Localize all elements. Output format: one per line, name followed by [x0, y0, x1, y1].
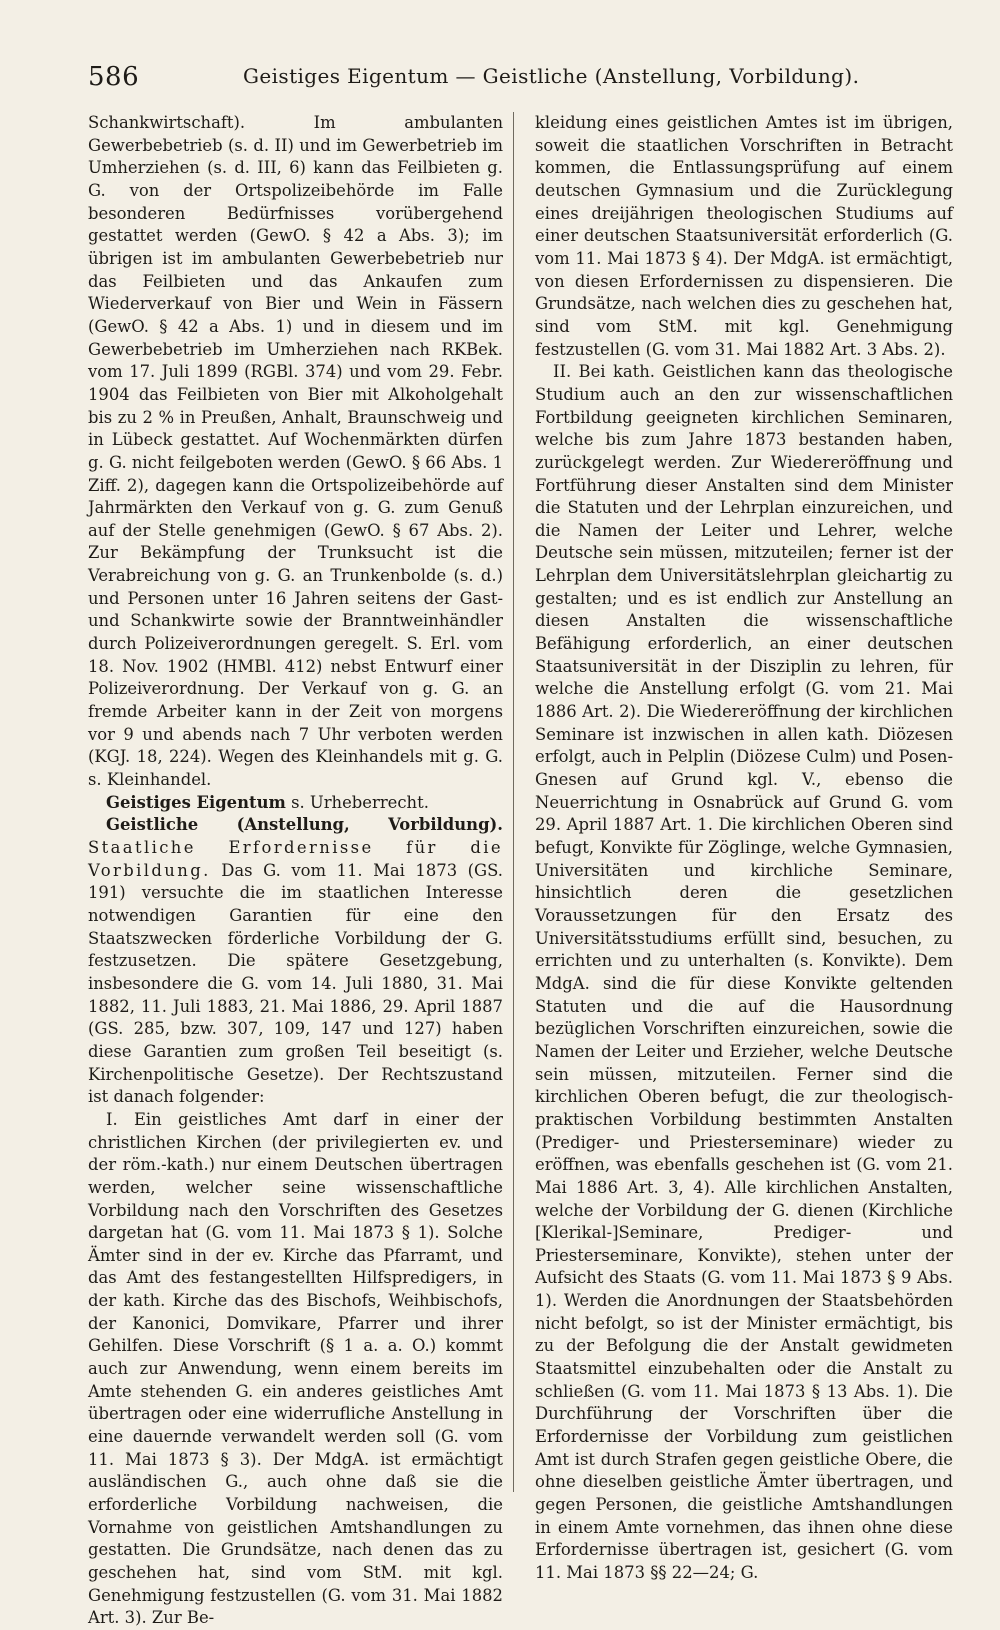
spaced-subheading: Staatliche Erfordernisse für die Vorbildung. [88, 838, 503, 880]
entry-body: Das G. vom 11. Mai 1873 (GS. 191) versuchte die im staatlichen Interesse notwendigen Garantien für eine den Staatszwecken förderliche Vorbildung der G. festzusetzen. Die spätere Gesetzgebung, insbesondere die G. vom 14. Juli 1880, 31. Mai 1882, 11. Juli 1883, 21. Mai 1886, 29. April 1887 (GS. 285, bzw. 307, 109, 147 und 127) haben diese Garantien zum großen Teil beseitigt (s. Kirchenpolitische Gesetze). Der Rechtszustand ist danach folgender: [88, 860, 503, 1107]
running-head: Geistiges Eigentum — Geistliche (Anstellung, Vorbildung). [243, 64, 860, 88]
paragraph-section-i: I. Ein geistliches Amt darf in einer der christlichen Kirchen (der privilegierten ev. und der röm.-kath.) nur einem Deutschen übertragen werden, welcher seine wissenschaftliche Vorbildung nach den Vorschriften des Gesetzes dargetan hat (G. vom 11. Mai 1873 § 1). Solche Ämter sind in der ev. Kirche das Pfarramt, und das Amt des festangestellten Hilfspredigers, in der kath. Kirche das des Bischofs, Weihbischofs, der Kanonici, Domvikare, Pfarrer und ihrer Gehilfen. Diese Vorschrift (§ 1 a. a. O.) kommt auch zur Anwendung, wenn einem bereits im Amte stehenden G. ein anderes geistliches Amt übertragen oder eine widerrufliche Anstellung in eine dauernde verwandelt werden soll (G. vom 11. Mai 1873 § 3). Der MdgA. ist ermächtigt ausländischen G., auch ohne daß sie die erforderliche Vorbildung nachweisen, die Vornahme von geistlichen Amtshandlungen zu gestatten. Die Grundsätze, nach denen das zu geschehen hat, sind vom StM. mit kgl. Genehmigung festzustellen (G. vom 31. Mai 1882 Art. 3). Zur Be- [88, 1109, 503, 1628]
entry-geistiges-eigentum [88, 792, 503, 815]
entry-cross-reference: s. Urheberrecht. [285, 792, 429, 812]
column-divider [513, 112, 514, 1492]
page-number: 586 [88, 62, 140, 92]
right-column [535, 112, 953, 1585]
paragraph-continuation: kleidung eines geistlichen Amtes ist im übrigen, soweit die staatlichen Vorschriften in Betracht kommen, die Entlassungsprüfung auf einem deutschen Gymnasium und die Zurücklegung eines dreijährigen theologischen Studiums auf einer deutschen Staatsuniversität erforderlich (G. vom 11. Mai 1873 § 4). Der MdgA. ist ermächtigt, von diesen Erfordernissen zu dispensieren. Die Grundsätze, nach welchen dies zu geschehen hat, sind vom StM. mit kgl. Genehmigung festzustellen (G. vom 31. Mai 1882 Art. 3 Abs. 2). [535, 113, 953, 359]
entry-headword: Geistliche (Anstellung, Vorbildung). [106, 815, 503, 835]
paragraph-section-ii: II. Bei kath. Geistlichen kann das theologische Studium auch an den zur wissenschaftlichen Fortbildung geeigneten kirchlichen Seminaren, welche bis zum Jahre 1873 bestanden haben, zurückgelegt werden. Zur Wiedereröffnung und Fortführung dieser Anstalten sind dem Minister die Statuten und der Lehrplan einzureichen, und die Namen der Leiter und Lehrer, welche Deutsche sein müssen, mitzuteilen; ferner ist der Lehrplan dem Universitätslehrplan gleichartig zu gestalten; und es ist endlich zur Anstellung an diesen Anstalten die wissenschaftliche Befähigung erforderlich, an einer deutschen Staatsuniversität in der Disziplin zu lehren, für welche die Anstellung erfolgt (G. vom 21. Mai 1886 Art. 2). Die Wiedereröffnung der kirchlichen Seminare ist inzwischen in allen kath. Diözesen erfolgt, auch in Pelplin (Diözese Culm) und Posen-Gnesen auf Grund kgl. V., ebenso die Neuerrichtung in Osnabrück auf Grund G. vom 29. April 1887 Art. 1. Die kirchlichen Oberen sind befugt, Konvikte für Zöglinge, welche Gymnasien, Universitäten und kirchliche Seminare, hinsichtlich deren die gesetzlichen Voraussetzungen für den Ersatz des Universitätsstudiums erfüllt sind, besuchen, zu errichten und zu unterhalten (s. Konvikte). Dem MdgA. sind die für diese Konvikte geltenden Statuten und die auf die Hausordnung bezüglichen Vorschriften einzureichen, sowie die Namen der Leiter und Erzieher, welche Deutsche sein müssen, mitzuteilen. Ferner sind die kirchlichen Oberen befugt, die zur theologisch-praktischen Vorbildung bestimmten Anstalten (Prediger- und Priesterseminare) wieder zu eröffnen, was ebenfalls geschehen ist (G. vom 21. Mai 1886 Art. 3, 4). Alle kirchlichen Anstalten, welche der Vorbildung der G. dienen (Kirchliche [Klerikal-]Seminare, Prediger- und Priesterseminare, Konvikte), stehen unter der Aufsicht des Staats (G. vom 11. Mai 1873 § 9 Abs. 1). Werden die Anordnungen der Staatsbehörden nicht befolgt, so ist der Minister ermächtigt, bis zu der Befolgung die der Anstalt gewidmeten Staatsmittel einzubehalten oder die Anstalt zu schließen (G. vom 11. Mai 1873 § 13 Abs. 1). Die Durchführung der Vorschriften über die Erfordernisse der Vorbildung zum geistlichen Amt ist durch Strafen gegen geistliche Obere, die ohne dieselben geistliche Ämter übertragen, und gegen Personen, die geistliche Amtshandlungen in einem Amte vornehmen, das ihnen ohne diese Erfordernisse übertragen ist, gesichert (G. vom 11. Mai 1873 §§ 22—24; G. [535, 362, 953, 1582]
entry-headword: Geistiges Eigentum [106, 792, 286, 812]
paragraph-schankwirtschaft: Schankwirtschaft). Im ambulanten Gewerbebetrieb (s. d. II) und im Gewerbetrieb im Umherziehen (s. d. III, 6) kann das Feilbieten g. G. von der Ortspolizeibehörde im Falle besonderen Bedürfnisses vorübergehend gestattet werden (GewO. § 42 a Abs. 3); im übrigen ist im ambulanten Gewerbebetrieb nur das Feilbieten und das Ankaufen zum Wiederverkauf von Bier und Wein in Fässern (GewO. § 42 a Abs. 1) und in diesem und im Gewerbebetrieb im Umherziehen nach RKBek. vom 17. Juli 1899 (RGBl. 374) und vom 29. Febr. 1904 das Feilbieten von Bier mit Alkoholgehalt bis zu 2 % in Preußen, Anhalt, Braunschweig und in Lübeck gestattet. Auf Wochenmärkten dürfen g. G. nicht feilgeboten werden (GewO. § 66 Abs. 1 Ziff. 2), dagegen kann die Ortspolizeibehörde auf Jahrmärkten den Verkauf von g. G. zum Genuß auf der Stelle genehmigen (GewO. § 67 Abs. 2). Zur Bekämpfung der Trunksucht ist die Verabreichung von g. G. an Trunkenbolde (s. d.) und Personen unter 16 Jahren seitens der Gast- und Schankwirte sowie der Branntweinhändler durch Polizeiverordnungen geregelt. S. Erl. vom 18. Nov. 1902 (HMBl. 412) nebst Entwurf einer Polizeiverordnung. Der Verkauf von g. G. an fremde Arbeiter kann in der Zeit von morgens vor 9 und abends nach 7 Uhr verboten werden (KGJ. 18, 224). Wegen des Kleinhandels mit g. G. s. Kleinhandel. [88, 113, 503, 790]
left-column [88, 112, 503, 1630]
entry-geistliche [88, 814, 503, 1109]
page-header [88, 58, 948, 98]
